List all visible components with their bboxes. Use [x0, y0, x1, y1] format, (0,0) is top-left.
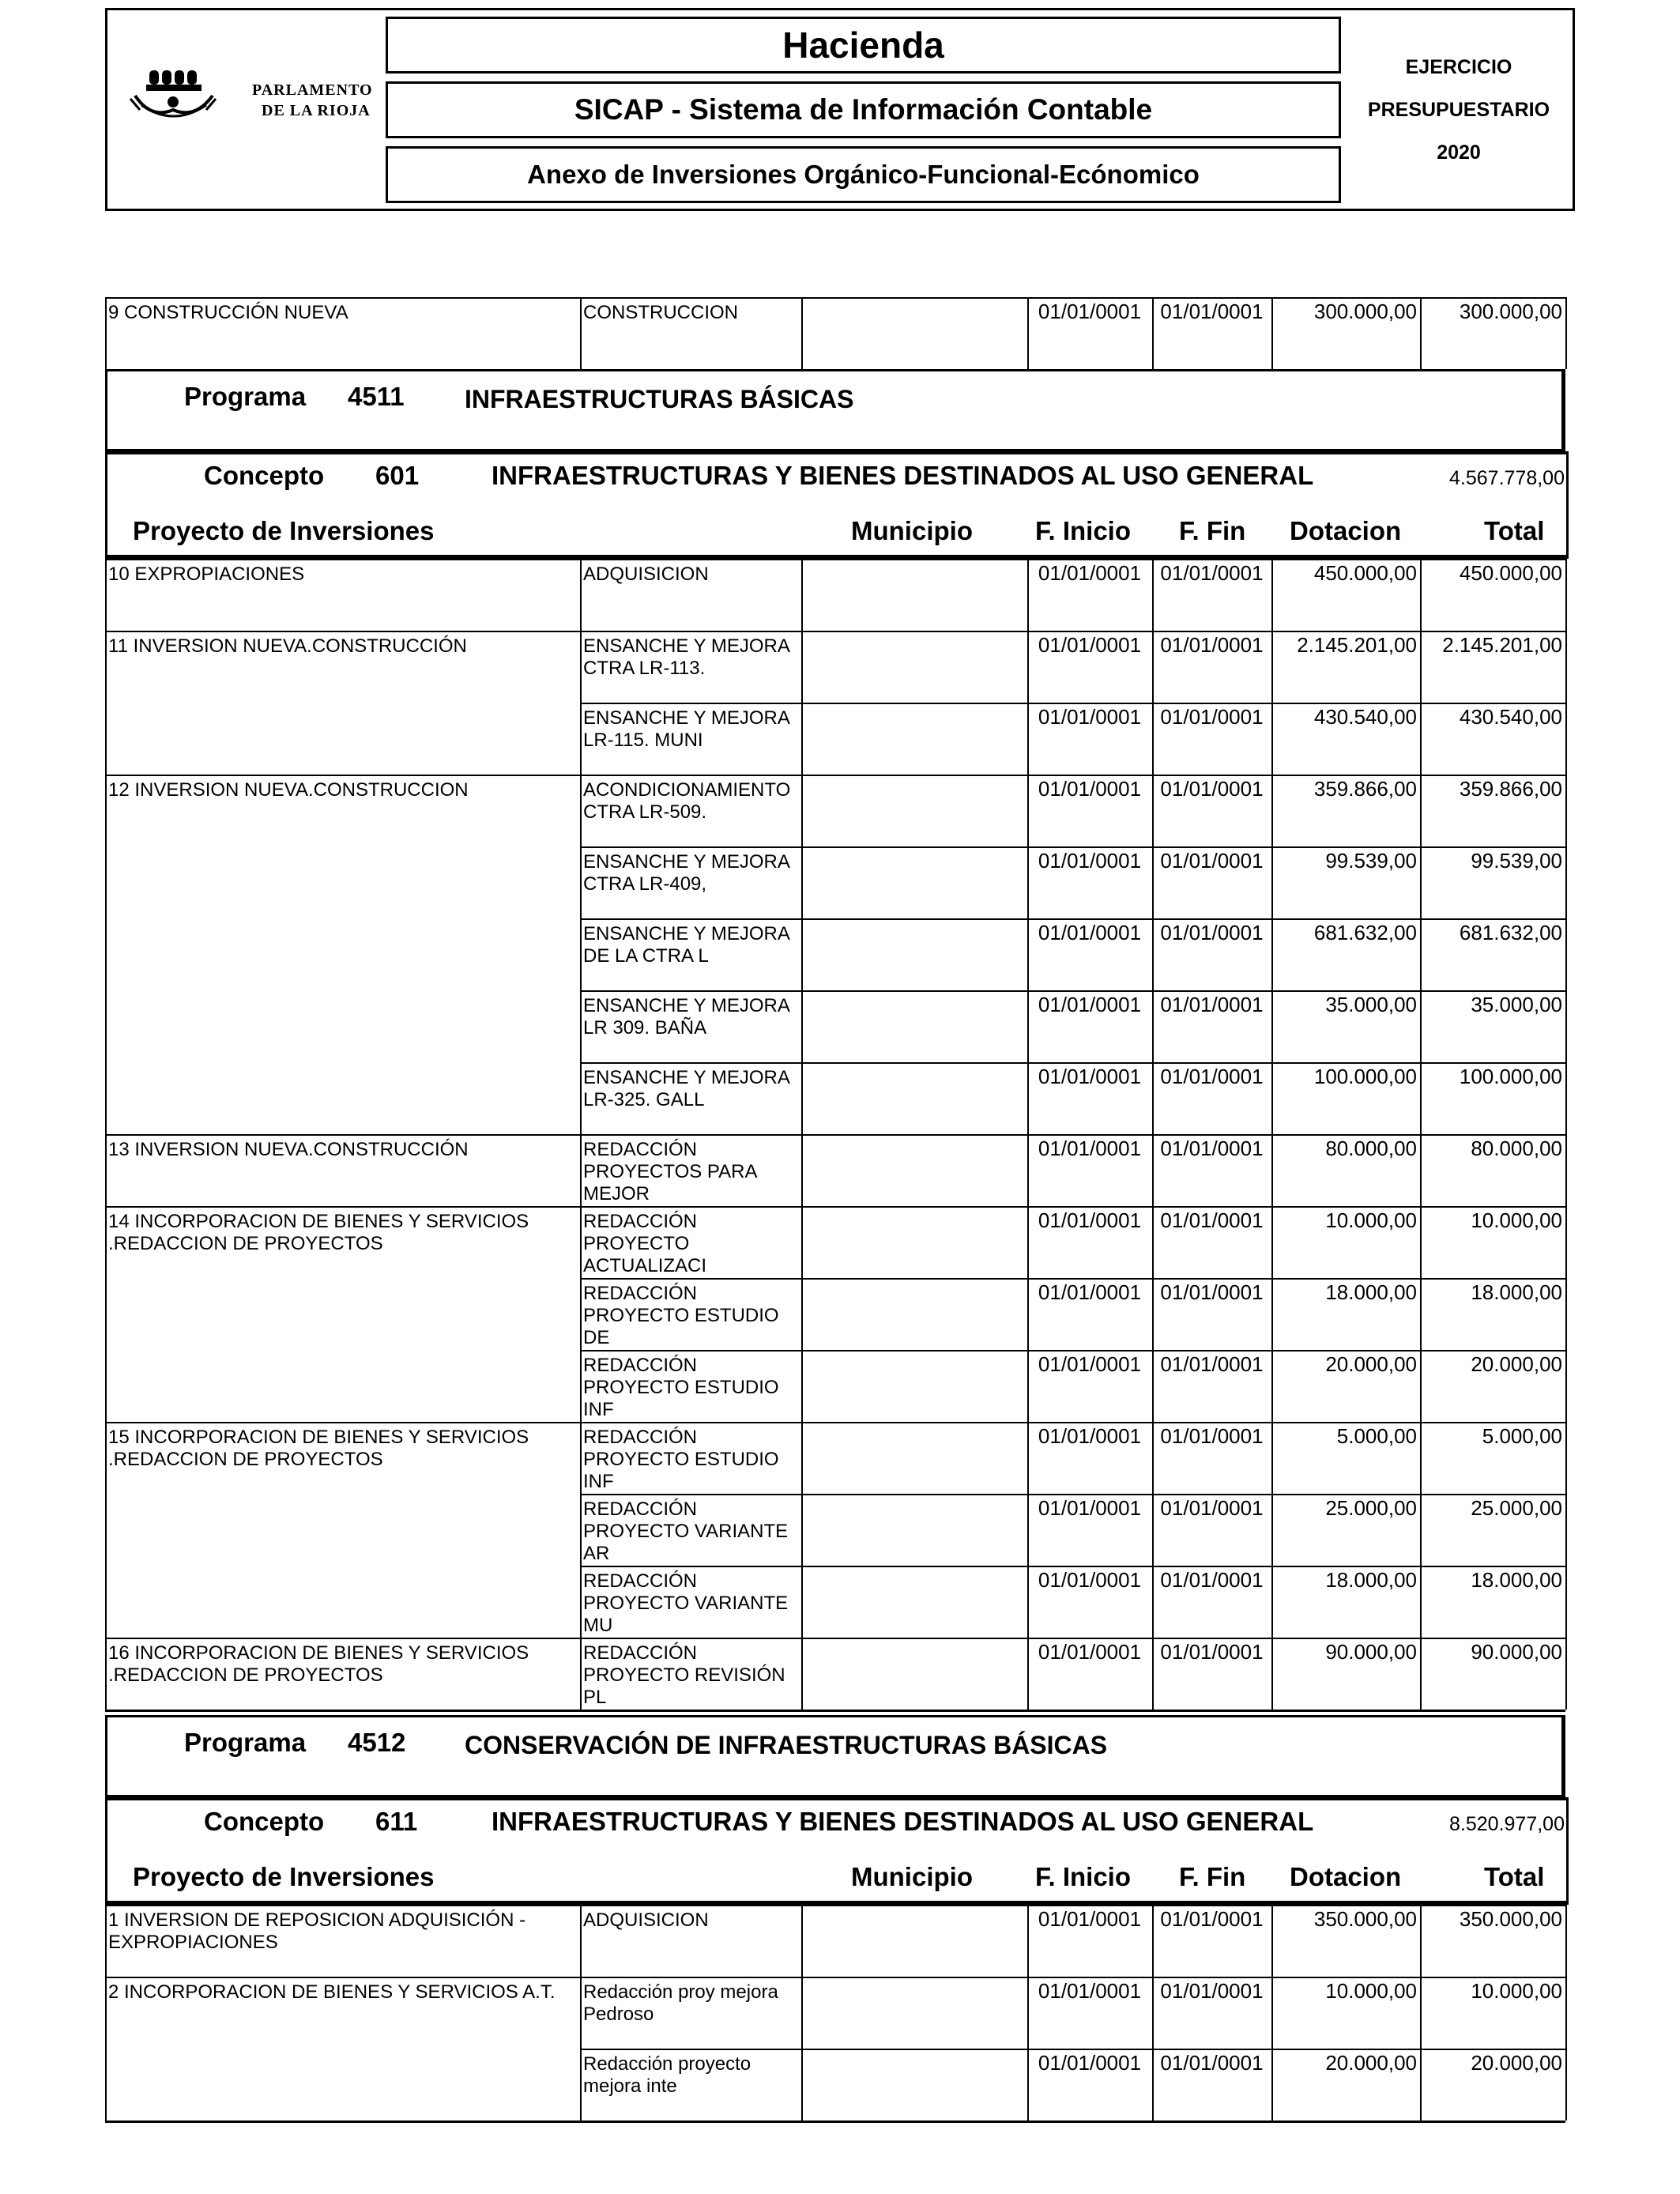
table-rule	[1027, 1905, 1029, 2120]
total-value: 430.540,00	[1459, 705, 1562, 729]
end-date: 01/01/0001	[1160, 993, 1264, 1016]
total-value: 35.000,00	[1471, 993, 1562, 1016]
start-date: 01/01/0001	[1038, 1907, 1142, 1931]
programa-label: Programa	[184, 382, 307, 411]
end-date: 01/01/0001	[1160, 300, 1264, 323]
allocation-value: 359.866,00	[1313, 777, 1417, 801]
header-title: Hacienda	[386, 17, 1341, 74]
column-header-fin: F. Fin	[1179, 516, 1246, 545]
allocation-value: 80.000,00	[1325, 1137, 1417, 1160]
column-header-dotacion: Dotacion	[1290, 516, 1402, 545]
project-detail: ENSANCHE Y MEJORA DE LA CTRA L	[583, 923, 789, 967]
end-date: 01/01/0001	[1160, 1208, 1264, 1232]
allocation-value: 25.000,00	[1325, 1496, 1417, 1520]
table-rule	[1152, 297, 1154, 369]
total-value: 10.000,00	[1471, 1208, 1562, 1232]
total-value: 5.000,00	[1482, 1424, 1562, 1448]
programa-code: 4511	[348, 382, 405, 411]
programa-label: Programa	[184, 1728, 307, 1757]
table-rule	[1420, 1905, 1422, 2120]
concepto-total: 4.567.778,00	[1449, 467, 1565, 489]
start-date: 01/01/0001	[1038, 1640, 1142, 1664]
end-date: 01/01/0001	[1160, 561, 1264, 585]
column-header-inicio: F. Inicio	[1035, 516, 1132, 545]
project-name: 14 INCORPORACION DE BIENES Y SERVICIOS .REDACCION DE PROYECTOS	[108, 1211, 529, 1254]
ejercicio-label: EJERCICIO	[1405, 56, 1512, 78]
table-rule	[1271, 297, 1273, 369]
project-detail: REDACCIÓN PROYECTO ESTUDIO INF	[583, 1427, 779, 1492]
total-value: 90.000,00	[1471, 1640, 1562, 1664]
concepto-code: 601	[375, 461, 420, 490]
end-date: 01/01/0001	[1160, 2051, 1264, 2075]
project-name: 9 CONSTRUCCIÓN NUEVA	[108, 302, 348, 323]
start-date: 01/01/0001	[1038, 993, 1142, 1016]
concepto-name: INFRAESTRUCTURAS Y BIENES DESTINADOS AL USO GENERAL	[492, 461, 1314, 490]
project-name: 1 INVERSION DE REPOSICION ADQUISICIÓN -EXPROPIACIONES	[108, 1909, 526, 1953]
allocation-value: 20.000,00	[1325, 1352, 1417, 1376]
total-value: 300.000,00	[1459, 300, 1562, 323]
start-date: 01/01/0001	[1038, 300, 1142, 323]
header-report-name: Anexo de Inversiones Orgánico-Funcional-Ecónomico	[386, 146, 1341, 203]
start-date: 01/01/0001	[1038, 2051, 1142, 2075]
project-name: 10 EXPROPIACIONES	[108, 564, 305, 585]
table-rule	[580, 297, 582, 369]
end-date: 01/01/0001	[1160, 705, 1264, 729]
start-date: 01/01/0001	[1038, 777, 1142, 801]
programa-name: CONSERVACIÓN DE INFRAESTRUCTURAS BÁSICAS	[465, 1731, 1108, 1759]
start-date: 01/01/0001	[1038, 633, 1142, 657]
project-name: 15 INCORPORACION DE BIENES Y SERVICIOS .REDACCION DE PROYECTOS	[108, 1427, 529, 1470]
project-detail: REDACCIÓN PROYECTO VARIANTE MU	[583, 1570, 789, 1636]
project-name: 13 INVERSION NUEVA.CONSTRUCCIÓN	[108, 1139, 469, 1160]
allocation-value: 18.000,00	[1325, 1568, 1417, 1592]
total-value: 10.000,00	[1471, 1979, 1562, 2003]
table-rule	[1271, 559, 1273, 1710]
start-date: 01/01/0001	[1038, 1496, 1142, 1520]
project-detail: ENSANCHE Y MEJORA LR-115. MUNI	[583, 707, 789, 751]
allocation-value: 100.000,00	[1313, 1065, 1417, 1088]
total-value: 18.000,00	[1471, 1280, 1562, 1304]
table-rule	[1420, 297, 1422, 369]
presupuestario-label: PRESUPUESTARIO	[1367, 99, 1550, 121]
table-rule	[1565, 1905, 1567, 2120]
end-date: 01/01/0001	[1160, 1979, 1264, 2003]
table-rule	[1152, 559, 1154, 1710]
logo-line-2: DE LA RIOJA	[262, 102, 371, 119]
end-date: 01/01/0001	[1160, 1280, 1264, 1304]
ejercicio-year: 2020	[1437, 141, 1481, 164]
allocation-value: 300.000,00	[1313, 300, 1417, 323]
programa-name: INFRAESTRUCTURAS BÁSICAS	[465, 385, 854, 413]
project-detail: ENSANCHE Y MEJORA CTRA LR-113.	[583, 635, 789, 679]
allocation-value: 20.000,00	[1325, 2051, 1417, 2075]
project-name: 2 INCORPORACION DE BIENES Y SERVICIOS A.T.	[108, 1981, 556, 2003]
start-date: 01/01/0001	[1038, 1137, 1142, 1160]
project-detail: CONSTRUCCION	[583, 302, 738, 323]
table-rule	[105, 1905, 107, 2120]
table-rule	[801, 297, 803, 369]
table-rule	[105, 2120, 1565, 2123]
total-value: 20.000,00	[1471, 1352, 1562, 1376]
allocation-value: 2.145.201,00	[1297, 633, 1417, 657]
start-date: 01/01/0001	[1038, 561, 1142, 585]
column-header-dotacion: Dotacion	[1290, 1862, 1402, 1891]
project-detail: REDACCIÓN PROYECTO ACTUALIZACI	[583, 1211, 707, 1276]
end-date: 01/01/0001	[1160, 1065, 1264, 1088]
project-detail: REDACCIÓN PROYECTO ESTUDIO DE	[583, 1283, 779, 1348]
logo-line-1: PARLAMENTO	[252, 81, 373, 99]
concepto-total: 8.520.977,00	[1449, 1813, 1565, 1835]
project-name: 12 INVERSION NUEVA.CONSTRUCCION	[108, 779, 469, 801]
start-date: 01/01/0001	[1038, 1208, 1142, 1232]
column-header-inicio: F. Inicio	[1035, 1862, 1132, 1891]
total-value: 80.000,00	[1471, 1137, 1562, 1160]
project-detail: ENSANCHE Y MEJORA LR-325. GALL	[583, 1067, 789, 1110]
table-rule	[801, 559, 803, 1710]
start-date: 01/01/0001	[1038, 1065, 1142, 1088]
project-detail: Redacción proy mejora Pedroso	[583, 1981, 778, 2025]
end-date: 01/01/0001	[1160, 1424, 1264, 1448]
start-date: 01/01/0001	[1038, 1568, 1142, 1592]
start-date: 01/01/0001	[1038, 1352, 1142, 1376]
project-detail: ADQUISICION	[583, 1909, 709, 1931]
header-subtitle: SICAP - Sistema de Información Contable	[386, 81, 1341, 138]
allocation-value: 430.540,00	[1313, 705, 1417, 729]
project-detail: REDACCIÓN PROYECTO VARIANTE AR	[583, 1498, 789, 1564]
project-detail: ADQUISICION	[583, 564, 709, 585]
start-date: 01/01/0001	[1038, 849, 1142, 873]
total-value: 25.000,00	[1471, 1496, 1562, 1520]
column-header-total: Total	[1484, 516, 1545, 545]
project-detail: ACONDICIONAMIENTO CTRA LR-509.	[583, 779, 791, 823]
total-value: 100.000,00	[1459, 1065, 1562, 1088]
parliament-logo	[127, 64, 373, 151]
start-date: 01/01/0001	[1038, 1979, 1142, 2003]
allocation-value: 10.000,00	[1325, 1979, 1417, 2003]
total-value: 20.000,00	[1471, 2051, 1562, 2075]
project-detail: REDACCIÓN PROYECTO ESTUDIO INF	[583, 1355, 779, 1420]
allocation-value: 90.000,00	[1325, 1640, 1417, 1664]
column-header-municipio: Municipio	[851, 516, 973, 545]
total-value: 2.145.201,00	[1442, 633, 1562, 657]
end-date: 01/01/0001	[1160, 1352, 1264, 1376]
end-date: 01/01/0001	[1160, 1137, 1264, 1160]
programa-code: 4512	[348, 1728, 406, 1757]
concepto-label: Concepto	[204, 1807, 325, 1836]
total-value: 350.000,00	[1459, 1907, 1562, 1931]
column-header-proyecto: Proyecto de Inversiones	[133, 516, 435, 545]
table-rule	[801, 1905, 803, 2120]
table-rule	[1420, 559, 1422, 1710]
table-rule	[1027, 559, 1029, 1710]
concepto-label: Concepto	[204, 461, 325, 490]
project-name: 16 INCORPORACION DE BIENES Y SERVICIOS .REDACCION DE PROYECTOS	[108, 1642, 529, 1686]
end-date: 01/01/0001	[1160, 777, 1264, 801]
allocation-value: 10.000,00	[1325, 1208, 1417, 1232]
allocation-value: 5.000,00	[1336, 1424, 1417, 1448]
total-value: 450.000,00	[1459, 561, 1562, 585]
start-date: 01/01/0001	[1038, 921, 1142, 944]
concepto-code: 611	[375, 1807, 418, 1836]
column-header-proyecto: Proyecto de Inversiones	[133, 1862, 435, 1891]
project-detail: REDACCIÓN PROYECTO REVISIÓN PL	[583, 1642, 785, 1708]
column-header-municipio: Municipio	[851, 1862, 973, 1891]
project-detail: ENSANCHE Y MEJORA CTRA LR-409,	[583, 851, 789, 895]
project-detail: Redacción proyecto mejora inte	[583, 2053, 751, 2097]
end-date: 01/01/0001	[1160, 1496, 1264, 1520]
table-rule	[1565, 559, 1567, 1710]
allocation-value: 450.000,00	[1313, 561, 1417, 585]
end-date: 01/01/0001	[1160, 1568, 1264, 1592]
total-value: 681.632,00	[1459, 921, 1562, 944]
allocation-value: 35.000,00	[1325, 993, 1417, 1016]
table-rule	[105, 559, 107, 1710]
allocation-value: 99.539,00	[1325, 849, 1417, 873]
end-date: 01/01/0001	[1160, 1907, 1264, 1931]
table-rule	[1152, 1905, 1154, 2120]
table-rule	[580, 559, 582, 1710]
table-rule	[1027, 297, 1029, 369]
end-date: 01/01/0001	[1160, 849, 1264, 873]
project-detail: REDACCIÓN PROYECTOS PARA MEJOR	[583, 1139, 757, 1204]
start-date: 01/01/0001	[1038, 705, 1142, 729]
start-date: 01/01/0001	[1038, 1424, 1142, 1448]
allocation-value: 681.632,00	[1313, 921, 1417, 944]
project-name: 11 INVERSION NUEVA.CONSTRUCCIÓN	[108, 635, 467, 657]
allocation-value: 350.000,00	[1313, 1907, 1417, 1931]
table-rule	[1271, 1905, 1273, 2120]
end-date: 01/01/0001	[1160, 633, 1264, 657]
start-date: 01/01/0001	[1038, 1280, 1142, 1304]
end-date: 01/01/0001	[1160, 1640, 1264, 1664]
column-header-total: Total	[1484, 1862, 1545, 1891]
table-rule	[105, 297, 107, 369]
table-rule	[105, 1710, 1565, 1712]
table-rule	[580, 1905, 582, 2120]
crown-emblem-icon	[127, 64, 230, 135]
allocation-value: 18.000,00	[1325, 1280, 1417, 1304]
end-date: 01/01/0001	[1160, 921, 1264, 944]
report-header	[105, 8, 1575, 211]
concepto-name: INFRAESTRUCTURAS Y BIENES DESTINADOS AL USO GENERAL	[492, 1807, 1314, 1836]
column-header-fin: F. Fin	[1179, 1862, 1246, 1891]
total-value: 359.866,00	[1459, 777, 1562, 801]
total-value: 99.539,00	[1471, 849, 1562, 873]
project-detail: ENSANCHE Y MEJORA LR 309. BAÑA	[583, 995, 789, 1039]
total-value: 18.000,00	[1471, 1568, 1562, 1592]
table-rule	[1565, 297, 1567, 369]
